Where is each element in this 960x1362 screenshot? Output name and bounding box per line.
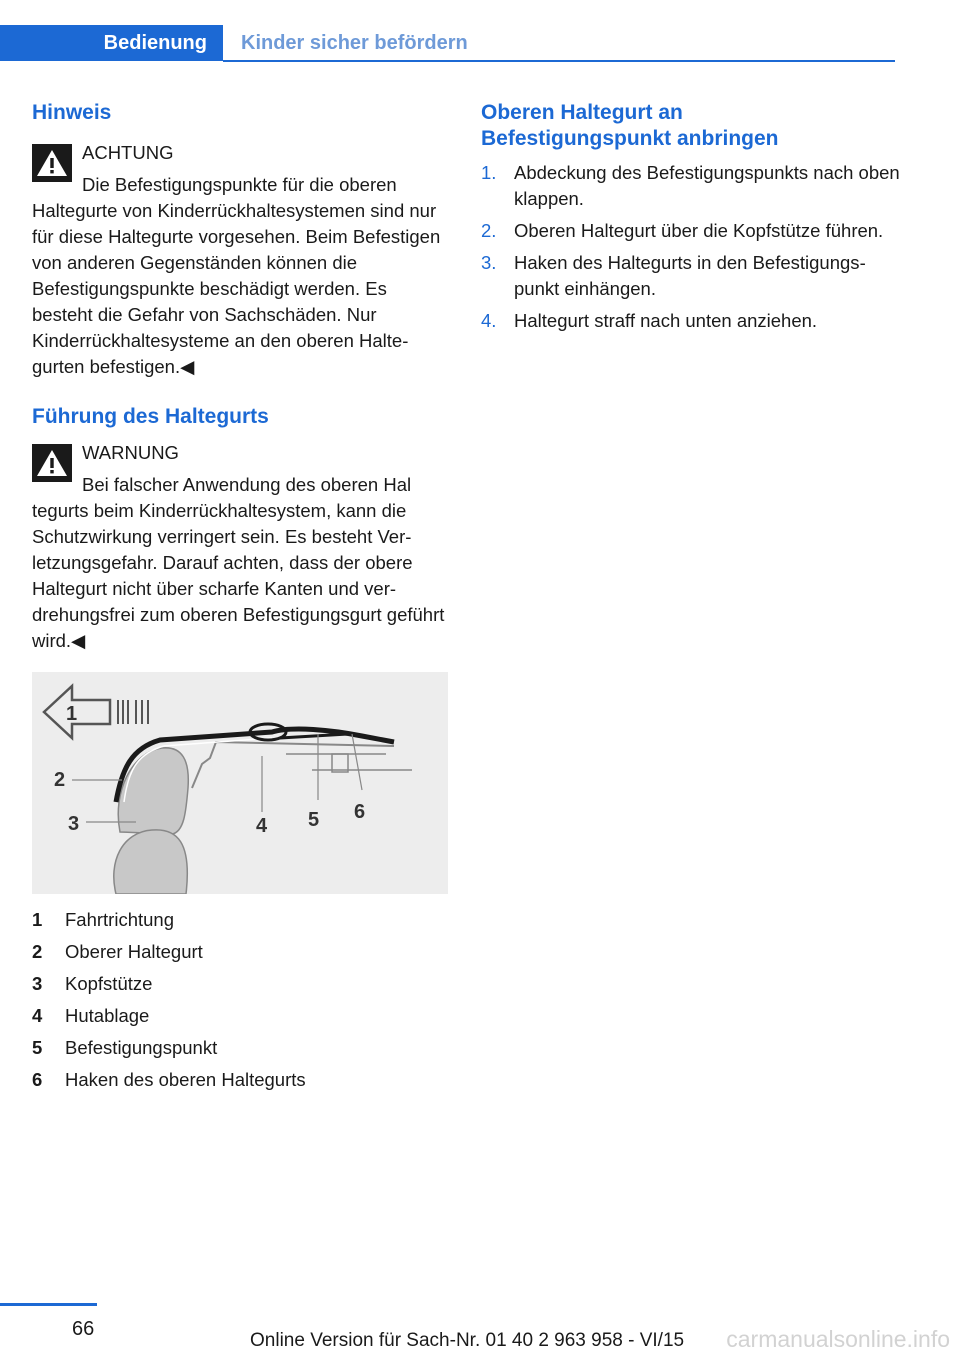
warnung-text: tegurts beim Kinderrückhaltesystem, kann die Schutzwirkung verringert sein. Es besteht Verletzungsgefahr. Darauf achten, dass der obere Haltegurt nicht über scharfe Kanten und verdrehungsfrei zum oberen Befestigungsgurt geführt wird.◀: [32, 500, 445, 651]
direction-arrow-icon: [44, 686, 148, 738]
step-item: 1. Abdeckung des Befestigungspunkts nach oben klappen.: [481, 162, 900, 209]
fuehrung-heading: Führung des Haltegurts: [32, 405, 269, 428]
online-version-text: Online Version für Sach-Nr. 01 40 2 963 958 - VI/15: [250, 1330, 685, 1351]
achtung-text: Haltegurte von Kinderrückhaltesystemen sind nur für diese Haltegurte vorgesehen. Beim Befestigen von anderen Gegenständen können die Befestigungspunkte beschädigt werden. Es besteht die Gefahr von Sachschäden. Nur Kinderrückhaltesysteme an den oberen Haltegurten befestigen.◀: [32, 200, 441, 377]
left-column: [32, 100, 450, 654]
warning-triangle-icon: [32, 144, 72, 182]
step-list: [481, 160, 901, 334]
warnung-warning: [32, 440, 450, 654]
legend-item: 6 Haken des oberen Haltegurts: [32, 1069, 306, 1090]
callout-2: 2: [54, 769, 66, 791]
callout-6: 6: [354, 801, 366, 823]
achtung-label: ACHTUNG: [82, 142, 174, 163]
watermark: carmanualsonline.info: [726, 1326, 950, 1352]
warnung-first-line: Bei falscher Anwendung des oberen Hal: [82, 474, 412, 495]
callout-3: 3: [68, 813, 80, 835]
anbringen-heading-line1: Oberen Haltegurt an: [481, 101, 683, 124]
tether-diagram: [32, 672, 448, 894]
callout-5: 5: [308, 809, 320, 831]
callout-1: 1: [66, 703, 78, 725]
achtung-first-line: Die Befestigungspunkte für die oberen: [82, 174, 397, 195]
callout-4: 4: [256, 815, 268, 837]
warning-triangle-icon: [32, 444, 72, 482]
legend-item: 1 Fahrtrichtung: [32, 909, 174, 930]
achtung-warning: [32, 140, 450, 380]
step-item: 3. Haken des Haltegurts in den Befestigungspunkt einhängen.: [481, 252, 866, 299]
footer-rule: [0, 1303, 97, 1306]
header-section-tab[interactable]: Bedienung: [0, 25, 223, 61]
warnung-label: WARNUNG: [82, 442, 179, 463]
header-rule: [223, 60, 895, 62]
tether-strap-illustration: [32, 672, 448, 894]
step-item: 4. Haltegurt straff nach unten anziehen.: [481, 310, 818, 331]
legend-item: 3 Kopfstütze: [32, 973, 153, 994]
figure-legend: [32, 904, 450, 1096]
legend-item: 4 Hutablage: [32, 1005, 150, 1026]
anbringen-heading-line2: Befestigungspunkt anbringen: [481, 127, 779, 150]
hinweis-heading: Hinweis: [32, 101, 112, 124]
page-number: 66: [72, 1318, 95, 1340]
right-column: [481, 100, 901, 340]
legend-item: 5 Befestigungspunkt: [32, 1037, 218, 1058]
header-chapter-tab[interactable]: Kinder sicher befördern: [241, 31, 468, 54]
step-item: 2. Oberen Haltegurt über die Kopfstütze führen.: [481, 220, 884, 241]
legend-item: 2 Oberer Haltegurt: [32, 941, 203, 962]
